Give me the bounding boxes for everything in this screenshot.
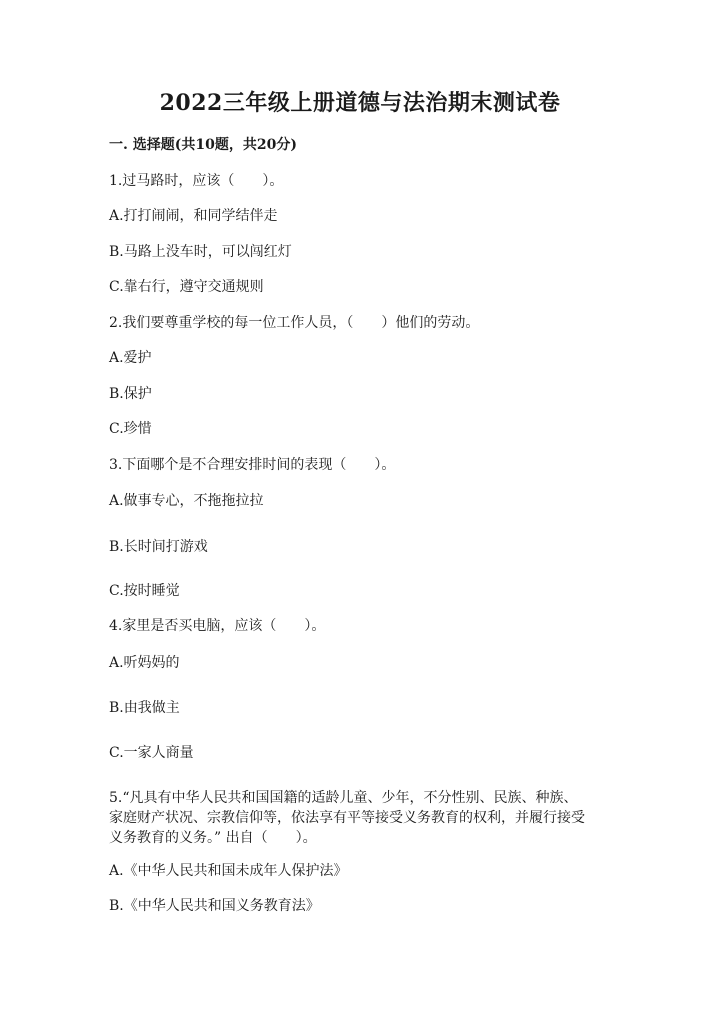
question-3-option-b: B.长时间打游戏 [109, 539, 208, 555]
question-2-option-b: B.保护 [109, 386, 152, 402]
question-5-stem [109, 788, 609, 848]
question-3-option-c: C.按时睡觉 [109, 583, 180, 599]
page-title: 2022三年级上册道德与法治期末测试卷 [159, 90, 561, 116]
question-3-stem: 3.下面哪个是不合理安排时间的表现（ ）。 [109, 457, 396, 473]
section-heading: 一. 选择题(共10题，共20分) [109, 137, 297, 153]
question-1-option-a: A.打打闹闹，和同学结伴走 [109, 208, 278, 224]
question-2-stem: 2.我们要尊重学校的每一位工作人员，（ ）他们的劳动。 [109, 315, 480, 331]
question-4-option-c: C.一家人商量 [109, 745, 194, 761]
question-5-stem-line-3: 义务教育的义务。” 出自（ ）。 [109, 830, 317, 846]
question-4-option-b: B.由我做主 [109, 700, 180, 716]
question-5-option-a: A.《中华人民共和国未成年人保护法》 [109, 863, 348, 879]
question-2-option-c: C.珍惜 [109, 421, 152, 437]
question-1-option-b: B.马路上没车时，可以闯红灯 [109, 244, 292, 260]
question-5-stem-line-2: 家庭财产状况、宗教信仰等，依法享有平等接受义务教育的权利，并履行接受 [109, 810, 585, 826]
question-1-option-c: C.靠右行，遵守交通规则 [109, 279, 264, 295]
question-5-option-b: B.《中华人民共和国义务教育法》 [109, 898, 320, 914]
question-2-option-a: A.爱护 [109, 350, 152, 366]
question-5-stem-line-1: 5.“凡具有中华人民共和国国籍的适龄儿童、少年，不分性别、民族、种族、 [109, 790, 578, 806]
question-1-stem: 1.过马路时，应该（ ）。 [109, 173, 284, 189]
question-4-stem: 4.家里是否买电脑，应该（ ）。 [109, 618, 326, 634]
question-4-option-a: A.听妈妈的 [109, 655, 180, 671]
question-3-option-a: A.做事专心，不拖拖拉拉 [109, 493, 264, 509]
